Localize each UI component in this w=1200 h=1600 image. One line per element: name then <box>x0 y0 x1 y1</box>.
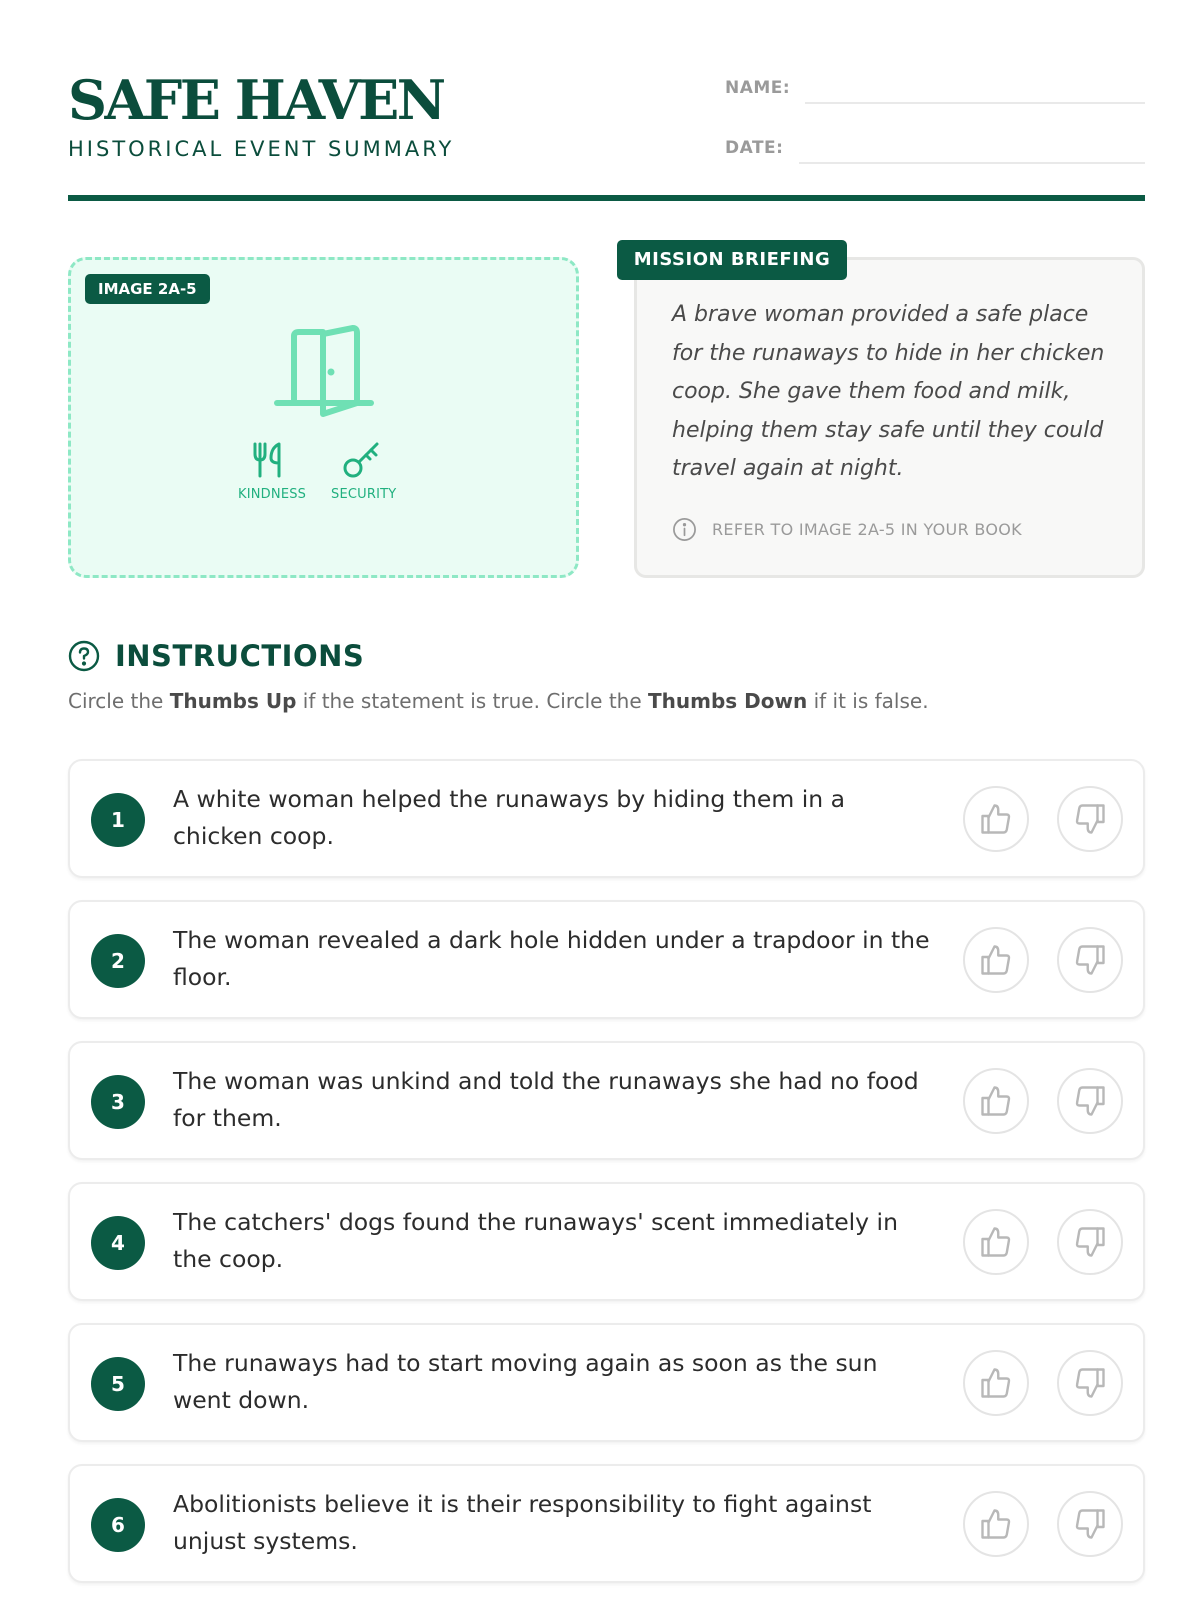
instructions-heading <box>68 638 364 674</box>
thumbs-up-icon <box>978 1506 1014 1542</box>
thumbs-down-icon <box>1072 942 1108 978</box>
thumbs-down-button[interactable] <box>1057 927 1123 993</box>
thumbs-up-button[interactable] <box>963 1350 1029 1416</box>
thumbs-up-button[interactable] <box>963 927 1029 993</box>
statement-number: 4 <box>91 1216 145 1270</box>
key-icon <box>341 438 385 482</box>
thumbs-up-button[interactable] <box>963 786 1029 852</box>
thumbs-down-icon <box>1072 1083 1108 1119</box>
page-subtitle: HISTORICAL EVENT SUMMARY <box>68 137 455 161</box>
thumbs-up-button[interactable] <box>963 1209 1029 1275</box>
statement-number: 6 <box>91 1498 145 1552</box>
info-icon <box>672 517 697 542</box>
image-tag: IMAGE 2A-5 <box>85 274 210 304</box>
statement-number: 1 <box>91 793 145 847</box>
thumbs-down-button[interactable] <box>1057 786 1123 852</box>
statement-row <box>68 1323 1145 1442</box>
name-label: NAME: <box>725 78 791 98</box>
date-label: DATE: <box>725 138 784 158</box>
statement-text: A white woman helped the runaways by hiding them in a chicken coop. <box>173 785 846 850</box>
thumbs-down-icon <box>1072 1365 1108 1401</box>
thumbs-up-button[interactable] <box>963 1491 1029 1557</box>
page-title: SAFE HAVEN <box>68 68 444 132</box>
statement-row <box>68 1182 1145 1301</box>
briefing-text: A brave woman provided a safe place for the runaways to hide in her chicken coop. She gave them food and milk, helping them stay safe until they could travel again at night. <box>672 302 1105 481</box>
thumbs-down-button[interactable] <box>1057 1209 1123 1275</box>
statement-text: The woman was unkind and told the runaways she had no food for them. <box>173 1067 919 1132</box>
thumbs-up-icon <box>978 801 1014 837</box>
thumbs-up-button[interactable] <box>963 1068 1029 1134</box>
statement-text: Abolitionists believe it is their responsibility to fight against unjust systems. <box>173 1490 872 1555</box>
thumbs-down-icon <box>1072 801 1108 837</box>
briefing-tag: MISSION BRIEFING <box>617 240 847 280</box>
worksheet-header <box>68 62 1145 202</box>
thumbs-up-icon <box>978 1365 1014 1401</box>
statement-row <box>68 759 1145 878</box>
kindness-label: KINDNESS <box>238 487 307 502</box>
statement-row <box>68 1464 1145 1583</box>
statement-number: 2 <box>91 934 145 988</box>
reference-text: REFER TO IMAGE 2A-5 IN YOUR BOOK <box>712 519 1022 539</box>
statement-row <box>68 1041 1145 1160</box>
statement-text: The woman revealed a dark hole hidden under a trapdoor in the floor. <box>173 926 930 991</box>
instructions-title: INSTRUCTIONS <box>115 639 365 673</box>
image-panel <box>68 257 579 578</box>
thumbs-down-button[interactable] <box>1057 1068 1123 1134</box>
thumbs-down-icon <box>1072 1506 1108 1542</box>
instructions-text: Circle the Thumbs Up if the statement is true. Circle the Thumbs Down if it is false. <box>68 689 929 713</box>
mission-briefing-panel <box>634 257 1145 578</box>
statement-row <box>68 900 1145 1019</box>
thumbs-up-icon <box>978 1224 1014 1260</box>
fork-knife-icon <box>249 438 293 482</box>
name-field[interactable] <box>805 102 1145 104</box>
thumbs-up-icon <box>978 1083 1014 1119</box>
question-icon <box>68 640 100 672</box>
thumbs-up-icon <box>978 942 1014 978</box>
statement-text: The runaways had to start moving again as soon as the sun went down. <box>173 1349 878 1414</box>
door-icon <box>273 324 377 424</box>
statement-text: The catchers' dogs found the runaways' scent immediately in the coop. <box>173 1208 898 1273</box>
header-divider <box>68 195 1145 201</box>
security-label: SECURITY <box>331 487 397 502</box>
thumbs-down-icon <box>1072 1224 1108 1260</box>
statement-number: 5 <box>91 1357 145 1411</box>
briefing-reference <box>672 516 1022 542</box>
thumbs-down-button[interactable] <box>1057 1491 1123 1557</box>
statement-number: 3 <box>91 1075 145 1129</box>
date-field[interactable] <box>799 162 1145 164</box>
thumbs-down-button[interactable] <box>1057 1350 1123 1416</box>
